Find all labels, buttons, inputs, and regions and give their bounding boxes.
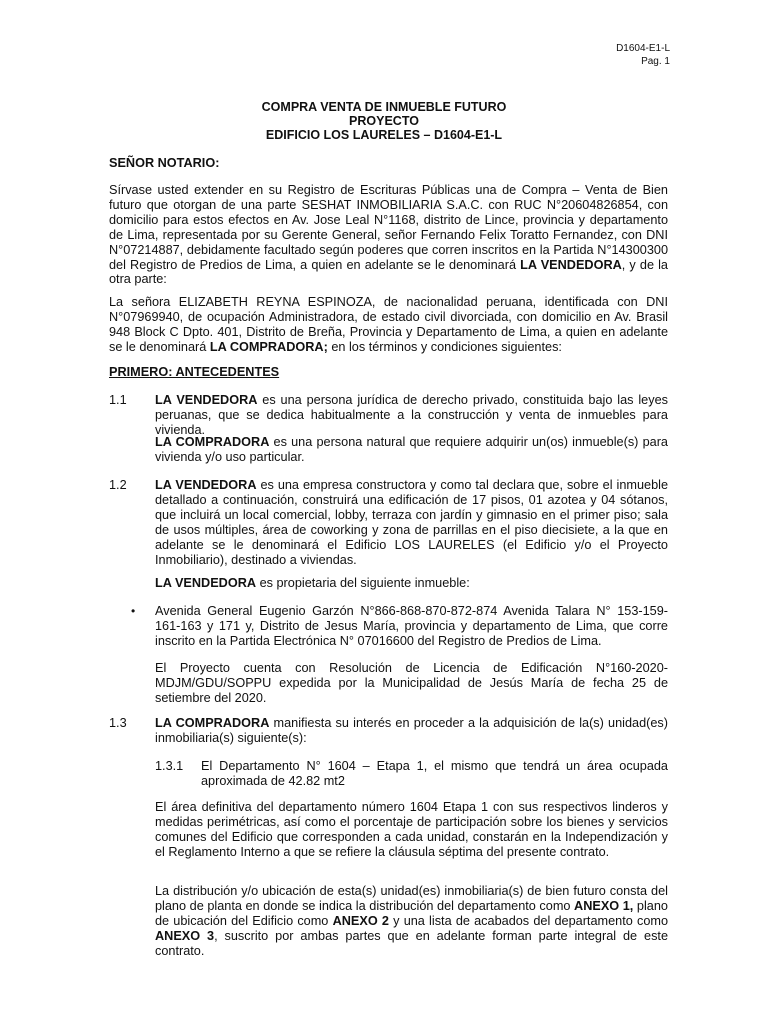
clause-1-2-paragraph-b (155, 576, 668, 591)
clause-text: manifiesta su interés en proceder a la adquisición de la(s) unidad(es) inmobiliaria(s) siguiente(s): (155, 716, 668, 745)
clause-1-3-paragraph-a (155, 716, 668, 746)
license-paragraph: El Proyecto cuenta con Resolución de Licencia de Edificación N°160-2020-MDJM/GDU/SOPPU expedida por la Municipalidad de Jesús María de fecha 25 de setiembre del 2020. (155, 661, 668, 705)
clause-1-1-paragraph-b (155, 435, 668, 465)
salutation: SEÑOR NOTARIO: (109, 156, 220, 170)
annex-3-label: ANEXO 3 (155, 928, 215, 943)
title-line-2: PROYECTO (349, 114, 419, 128)
buyer-text-end: en los términos y condiciones siguientes: (327, 339, 562, 354)
area-paragraph: El área definitiva del departamento número 1604 Etapa 1 con sus respectivos linderos y medidas perimétricas, así como el porcentaje de participación sobre los bienes y servicios comunes del Edificio que corresponden a cada unidad, constarán en la Independización y el Reglamento Interno a que se refiere la cláusula séptima del presente contrato. (155, 800, 668, 859)
clause-number: 1.1 (109, 393, 127, 407)
party-compradora: LA COMPRADORA (155, 716, 270, 730)
annex-paragraph (155, 884, 668, 959)
annex-text: La distribución y/o ubicación de esta(s) unidad(es) inmobiliaria(s) de bien futuro consta del plano de planta en donde se indica la distribución del departamento como (155, 884, 668, 913)
page-header (616, 42, 670, 68)
clause-1-1-paragraph-a (155, 393, 668, 438)
intro-paragraph-2 (109, 295, 668, 355)
intro-text-end: , y de la otra parte: (109, 257, 668, 287)
bullet-icon: • (131, 604, 136, 618)
property-address-paragraph: Avenida General Eugenio Garzón N°866-868-870-872-874 Avenida Talara N° 153-159-161-163 y 171 y, Distrito de Jesus María, provincia y departamento de Lima, que corre inscrito en la Partida Electrónica N° 07016600 del Registro de Predios de Lima. (155, 604, 668, 648)
annex-text: y una lista de acabados del departamento como (388, 913, 668, 928)
annex-text: plano de ubicación del Edificio como (155, 898, 668, 928)
party-vendedora: LA VENDEDORA (155, 393, 258, 407)
title-line-1: COMPRA VENTA DE INMUEBLE FUTURO (261, 100, 507, 114)
clause-text: es propietaria del siguiente inmueble: (256, 576, 470, 590)
document-code: D1604-E1-L (616, 43, 670, 54)
clause-text: es una persona jurídica de derecho privado, constituida bajo las leyes peruanas, que se dedica habitualmente a la construcción y venta de inmuebles para vivienda. (155, 393, 668, 437)
clause-text: es una empresa constructora y como tal declara que, sobre el inmueble detallado a continuación, construirá una edificación de 17 pisos, 01 azotea y 04 sótanos, que incluirá un local comercial, lobby, terraza con jardín y gimnasio en el primer piso; sala de usos múltiples, área de coworking y zona de parrillas en el piso diecisiete, a la que en adelante se le denominará el Edificio LOS LAURELES (el Edificio y/o el Proyecto Inmobiliario), destinado a viviendas. (155, 478, 668, 567)
section-title-antecedentes: PRIMERO: ANTECEDENTES (109, 365, 280, 379)
party-compradora: LA COMPRADORA; (209, 339, 328, 354)
annex-1-label: ANEXO 1, (574, 898, 634, 913)
annex-text: , suscrito por ambas partes que en adelante forman parte integral de este contrato. (155, 928, 669, 958)
intro-text: Sírvase usted extender en su Registro de Escrituras Públicas una de Compra – Venta de Bien futuro que otorgan de una parte SESHAT INMOBILIARIA S.A.C. con RUC N°20604826854, con domicilio para estos efectos en Av. Jose Leal N°1168, distrito de Lince, provincia y departamento de Lima, representada por su Gerente General, señor Fernando Felix Toratto Fernandez, con DNI N°07214887, debidamente facultado según poderes que corren inscritos en la Partida N°14300300 del Registro de Predios de Lima, a quien en adelante se le denominará (109, 183, 668, 272)
party-vendedora: LA VENDEDORA (520, 257, 622, 272)
title-line-3: EDIFICIO LOS LAURELES – D1604-E1-L (265, 128, 503, 142)
subclause-number: 1.3.1 (155, 759, 184, 773)
intro-paragraph-1 (109, 183, 668, 287)
annex-2-label: ANEXO 2 (332, 913, 389, 928)
party-vendedora: LA VENDEDORA (155, 576, 257, 590)
clause-text: es una persona natural que requiere adquirir un(os) inmueble(s) para vivienda y/o uso particular. (155, 435, 668, 464)
subclause-1-3-1: El Departamento N° 1604 – Etapa 1, el mismo que tendrá un área ocupada aproximada de 42.82 mt2 (201, 759, 668, 788)
clause-number: 1.2 (109, 478, 127, 492)
buyer-text: La señora ELIZABETH REYNA ESPINOZA, de nacionalidad peruana, identificada con DNI N°07969940, de ocupación Administradora, de estado civil divorciada, con domicilio en Av. Brasil 948 Block C Dpto. 401, Distrito de Breña, Provincia y Departamento de Lima, a quien en adelante se le denominará (109, 295, 668, 354)
document-title-block (0, 100, 768, 142)
party-compradora: LA COMPRADORA (155, 435, 270, 449)
clause-1-2-paragraph-a (155, 478, 668, 567)
clause-number: 1.3 (109, 716, 127, 730)
party-vendedora: LA VENDEDORA (155, 478, 257, 492)
page-number: Pag. 1 (641, 56, 670, 67)
